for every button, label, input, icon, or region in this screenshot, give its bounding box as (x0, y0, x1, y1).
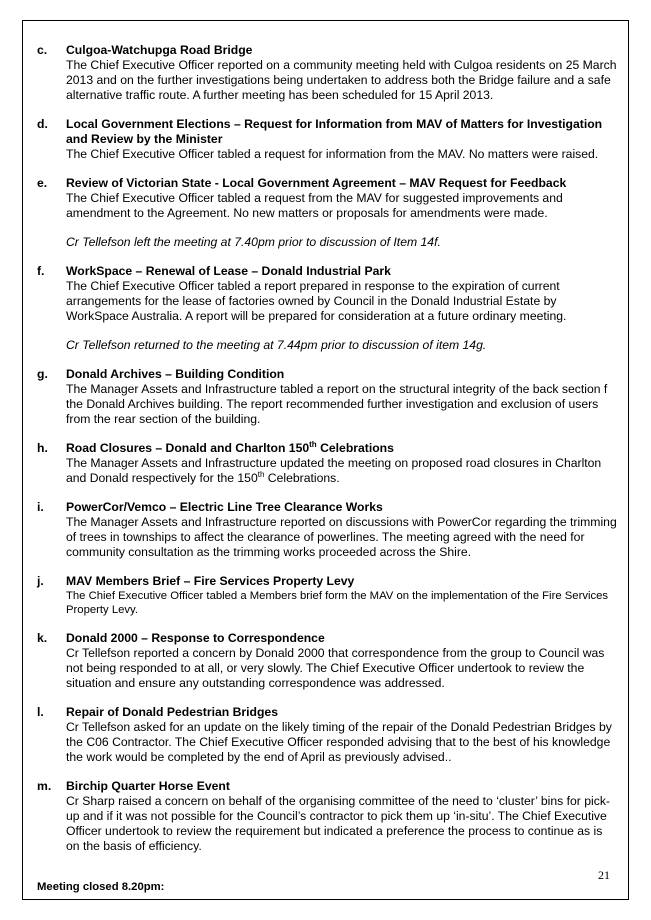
item-letter: k. (37, 631, 48, 645)
item-title: Donald 2000 – Response to Correspondence (66, 631, 325, 645)
body-superscript: th (257, 469, 265, 479)
attendance-note: Cr Tellefson returned to the meeting at 7.44pm prior to discussion of item 14g. (66, 338, 487, 352)
meeting-closed-note: Meeting closed 8.20pm: (37, 881, 165, 893)
item-title (66, 441, 618, 456)
agenda-item-d (35, 117, 618, 162)
agenda-item-c (35, 43, 618, 103)
item-body: The Chief Executive Officer reported on a community meeting held with Culgoa residents on 25 March 2013 and on the further investigations being undertaken to address both the Bridge failure and a safe alternative traffic route. A further meeting has been scheduled for 15 April 2013. (66, 58, 617, 102)
title-superscript: th (309, 439, 317, 449)
item-letter: d. (37, 117, 48, 131)
agenda-item-h (35, 441, 618, 486)
agenda-item-f (35, 264, 618, 324)
item-letter: i. (37, 500, 44, 514)
minutes-content (35, 43, 618, 895)
item-body: The Manager Assets and Infrastructure tabled a report on the structural integrity of the back section f the Donald Archives building. The report recommended further investigation and exclusion of users from the rear section of the building. (66, 382, 608, 426)
title-text-end: Celebrations (316, 441, 394, 455)
item-title: MAV Members Brief – Fire Services Property Levy (66, 574, 355, 588)
item-letter: j. (37, 574, 44, 588)
item-letter: g. (37, 367, 48, 381)
agenda-item-e (35, 176, 618, 221)
item-title: Local Government Elections – Request for Information from MAV of Matters for Investigation and Review by the Minister (66, 117, 603, 146)
agenda-item-j (35, 574, 618, 617)
page-number: 21 (598, 868, 610, 882)
item-title: Review of Victorian State - Local Government Agreement – MAV Request for Feedback (66, 176, 567, 190)
document-page (22, 20, 629, 900)
item-body: The Manager Assets and Infrastructure reported on discussions with PowerCor regarding the trimming of trees in townships to affect the clearance of powerlines. The meeting agreed with the need for community consultation as the trimming works proceeded across the Shire. (66, 515, 617, 559)
item-letter: e. (37, 176, 48, 190)
agenda-item-k (35, 631, 618, 691)
title-text: Road Closures – Donald and Charlton 150 (66, 441, 310, 455)
item-body: The Chief Executive Officer tabled a report prepared in response to the expiration of current arrangements for the lease of factories owned by Council in the Donald Industrial Estate by WorkSpace Australia. A report will be prepared for consideration at a future ordinary meeting. (66, 279, 567, 323)
item-letter: l. (37, 705, 44, 719)
item-letter: h. (37, 441, 48, 455)
item-body: Cr Sharp raised a concern on behalf of the organising committee of the need to ‘cluster’ bins for pick-up and if it was not possible for the Council’s contractor to pick them up ‘in-situ’. The Chief Executive Officer undertook to review the requirement but indicated a preference the process to continue as is on the basis of efficiency. (66, 794, 610, 853)
item-letter: m. (37, 779, 52, 793)
item-title: Repair of Donald Pedestrian Bridges (66, 705, 278, 719)
item-body (66, 456, 618, 486)
item-title: Culgoa-Watchupga Road Bridge (66, 43, 253, 57)
item-body: Cr Tellefson reported a concern by Donald 2000 that correspondence from the group to Council was not being responded to at all, or very slowly. The Chief Executive Officer undertook to review the situation and ensure any outstanding correspondence was addressed. (66, 646, 605, 690)
item-title: WorkSpace – Renewal of Lease – Donald Industrial Park (66, 264, 391, 278)
item-title: Birchip Quarter Horse Event (66, 779, 230, 793)
item-title: PowerCor/Vemco – Electric Line Tree Clearance Works (66, 500, 383, 514)
body-text-end: Celebrations. (264, 471, 340, 485)
agenda-item-m (35, 779, 618, 854)
agenda-item-l (35, 705, 618, 765)
item-letter: c. (37, 43, 48, 57)
item-body: The Chief Executive Officer tabled a request from the MAV for suggested improvements and amendment to the Agreement. No new matters or proposals for amendments were made. (66, 191, 563, 220)
agenda-item-g (35, 367, 618, 427)
item-body: Cr Tellefson asked for an update on the likely timing of the repair of the Donald Pedestrian Bridges by the C06 Contractor. The Chief Executive Officer responded advising that to the best of his knowledge the work would be completed by the end of April as previously advised.. (66, 720, 612, 764)
agenda-item-i (35, 500, 618, 560)
item-body: The Chief Executive Officer tabled a Members brief form the MAV on the implementation of the Fire Services Property Levy. (66, 590, 609, 616)
attendance-note: Cr Tellefson left the meeting at 7.40pm prior to discussion of Item 14f. (66, 235, 441, 249)
body-text: The Manager Assets and Infrastructure updated the meeting on proposed road closures in Charlton and Donald respectively for the 150 (66, 456, 602, 485)
item-letter: f. (37, 264, 45, 278)
item-title: Donald Archives – Building Condition (66, 367, 285, 381)
item-body: The Chief Executive Officer tabled a request for information from the MAV. No matters were raised. (66, 147, 599, 161)
